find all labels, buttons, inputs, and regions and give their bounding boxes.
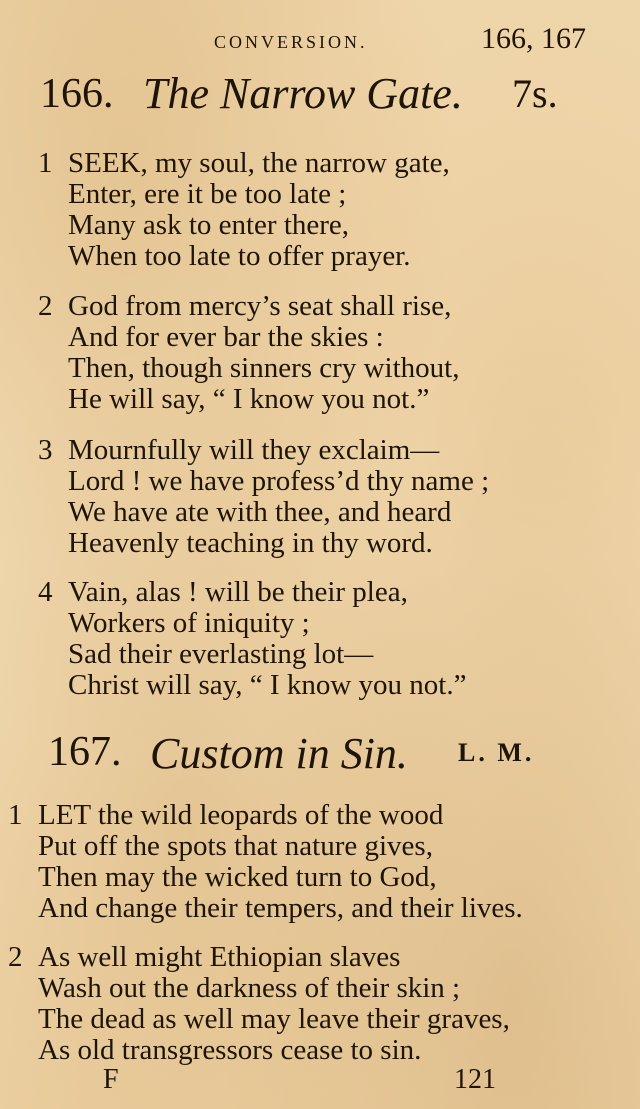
verse-line: Lord ! we have profess’d thy name ; (68, 465, 490, 497)
running-title: CONVERSION. (214, 32, 368, 52)
stanza (38, 147, 450, 272)
running-head (0, 22, 640, 62)
verse-line: And change their tempers, and their lives. (38, 892, 523, 924)
stanza-number: 4 (38, 576, 53, 608)
verse-line: We have ate with thee, and heard (68, 496, 452, 528)
stanza-number: 3 (38, 434, 53, 466)
verse-line: As well might Ethiopian slaves (38, 941, 401, 973)
stanza-number: 1 (38, 147, 53, 179)
hymn-title: Custom in Sin. (150, 729, 408, 778)
hymn-meter: L. M. (458, 738, 535, 767)
hymn-number: 167. (48, 729, 122, 775)
verse-line: LET the wild leopards of the wood (38, 799, 444, 831)
stanza (38, 576, 467, 701)
stanza (38, 434, 490, 559)
verse-line: When too late to offer prayer. (68, 240, 411, 272)
verse-line: Mournfully will they exclaim— (68, 434, 440, 466)
verse-line: Heavenly teaching in thy word. (68, 527, 433, 559)
stanza-number: 2 (38, 290, 53, 322)
hymn-meter: 7s. (512, 71, 558, 116)
signature-mark: F (103, 1064, 119, 1095)
stanza (8, 799, 523, 924)
verse-line: Christ will say, “ I know you not.” (68, 669, 467, 701)
stanza (8, 941, 510, 1066)
hymn-title: The Narrow Gate. (143, 69, 463, 118)
verse-line: Put off the spots that nature gives, (38, 830, 433, 862)
verse-line: Vain, alas ! will be their plea, (68, 576, 408, 608)
verse-line: Wash out the darkness of their skin ; (38, 972, 461, 1004)
verse-line: Enter, ere it be too late ; (68, 178, 347, 210)
verse-line: SEEK, my soul, the narrow gate, (68, 147, 450, 179)
stanza-number: 2 (8, 941, 23, 973)
verse-line: God from mercy’s seat shall rise, (68, 290, 452, 322)
verse-line: And for ever bar the skies : (68, 321, 384, 353)
stanza-number: 1 (8, 799, 23, 831)
verse-line: He will say, “ I know you not.” (68, 383, 430, 415)
hymn-number: 166. (40, 71, 114, 117)
verse-line: Workers of iniquity ; (68, 607, 310, 639)
running-hymn-numbers: 166, 167 (481, 22, 586, 55)
verse-line: Then may the wicked turn to God, (38, 861, 437, 893)
page-number: 121 (454, 1064, 496, 1095)
verse-line: Sad their everlasting lot— (68, 638, 374, 670)
verse-line: Then, though sinners cry without, (68, 352, 460, 384)
stanza (38, 290, 460, 415)
verse-line: The dead as well may leave their graves, (38, 1003, 510, 1035)
verse-line: Many ask to enter there, (68, 209, 350, 241)
verse-line: As old transgressors cease to sin. (38, 1034, 422, 1066)
